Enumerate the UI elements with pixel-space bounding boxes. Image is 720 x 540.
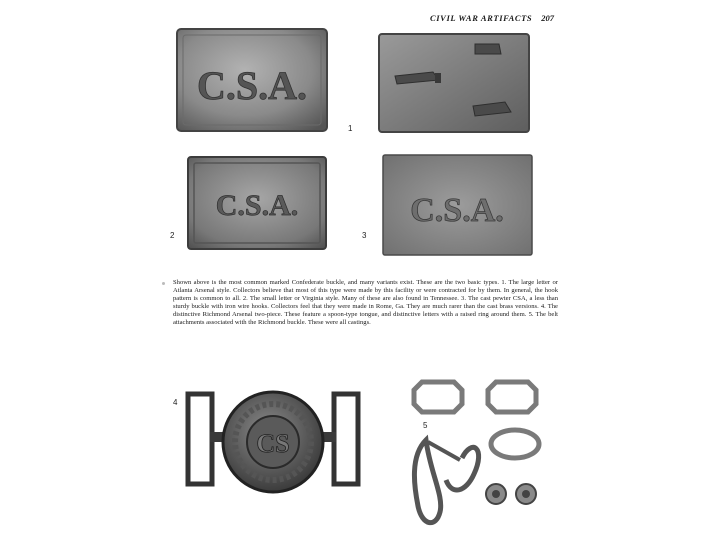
figure-1-inscription: C.S.A. bbox=[196, 63, 308, 108]
page-header bbox=[430, 13, 554, 27]
figure-4-two-piece-buckle-photo bbox=[184, 388, 362, 506]
figure-3-inscription: C.S.A. bbox=[410, 192, 504, 229]
figure-2-number: 2 bbox=[170, 231, 175, 240]
figure-3-buckle-photo bbox=[381, 153, 534, 257]
figure-5-belt-attachments-photo bbox=[400, 376, 550, 532]
figure-2-inscription: C.S.A. bbox=[215, 189, 299, 222]
figure-5-number: 5 bbox=[423, 421, 428, 430]
figure-2-buckle-photo bbox=[186, 155, 328, 251]
caption-bullet bbox=[162, 282, 165, 285]
figure-4-number: 4 bbox=[173, 398, 178, 407]
running-head: CIVIL WAR ARTIFACTS bbox=[430, 13, 533, 23]
figure-1-number: 1 bbox=[348, 124, 353, 133]
caption-text: Shown above is the most common marked Confederate buckle, and many variants exist. These are the two basic types. 1. The large letter or Atlanta Arsenal style. Collectors believe that most of this type were made by this facility or were contracted for by them. In general, the hook pattern is common to all. 2. The small letter or Virginia style. Many of these are also found in Tennessee. 3. The cast pewter CSA, a less than sturdy buckle with iron wire hooks. Collectors feel that they were made in Rome, Ga. They are much rarer than the cast brass versions. 4. The distinctive Richmond Arsenal two-piece. These feature a spoon-type tongue, and distinctive letters with a raised ring around them. 5. The belt attachments associated with the Richmond buckle. These were all castings. bbox=[173, 279, 558, 326]
figure-1-buckle-back-photo bbox=[377, 32, 531, 134]
page-number: 207 bbox=[541, 13, 554, 23]
figure-1-buckle-front-photo bbox=[175, 27, 329, 133]
figure-3-number: 3 bbox=[362, 231, 367, 240]
figure-4-inscription: CS bbox=[256, 429, 290, 458]
